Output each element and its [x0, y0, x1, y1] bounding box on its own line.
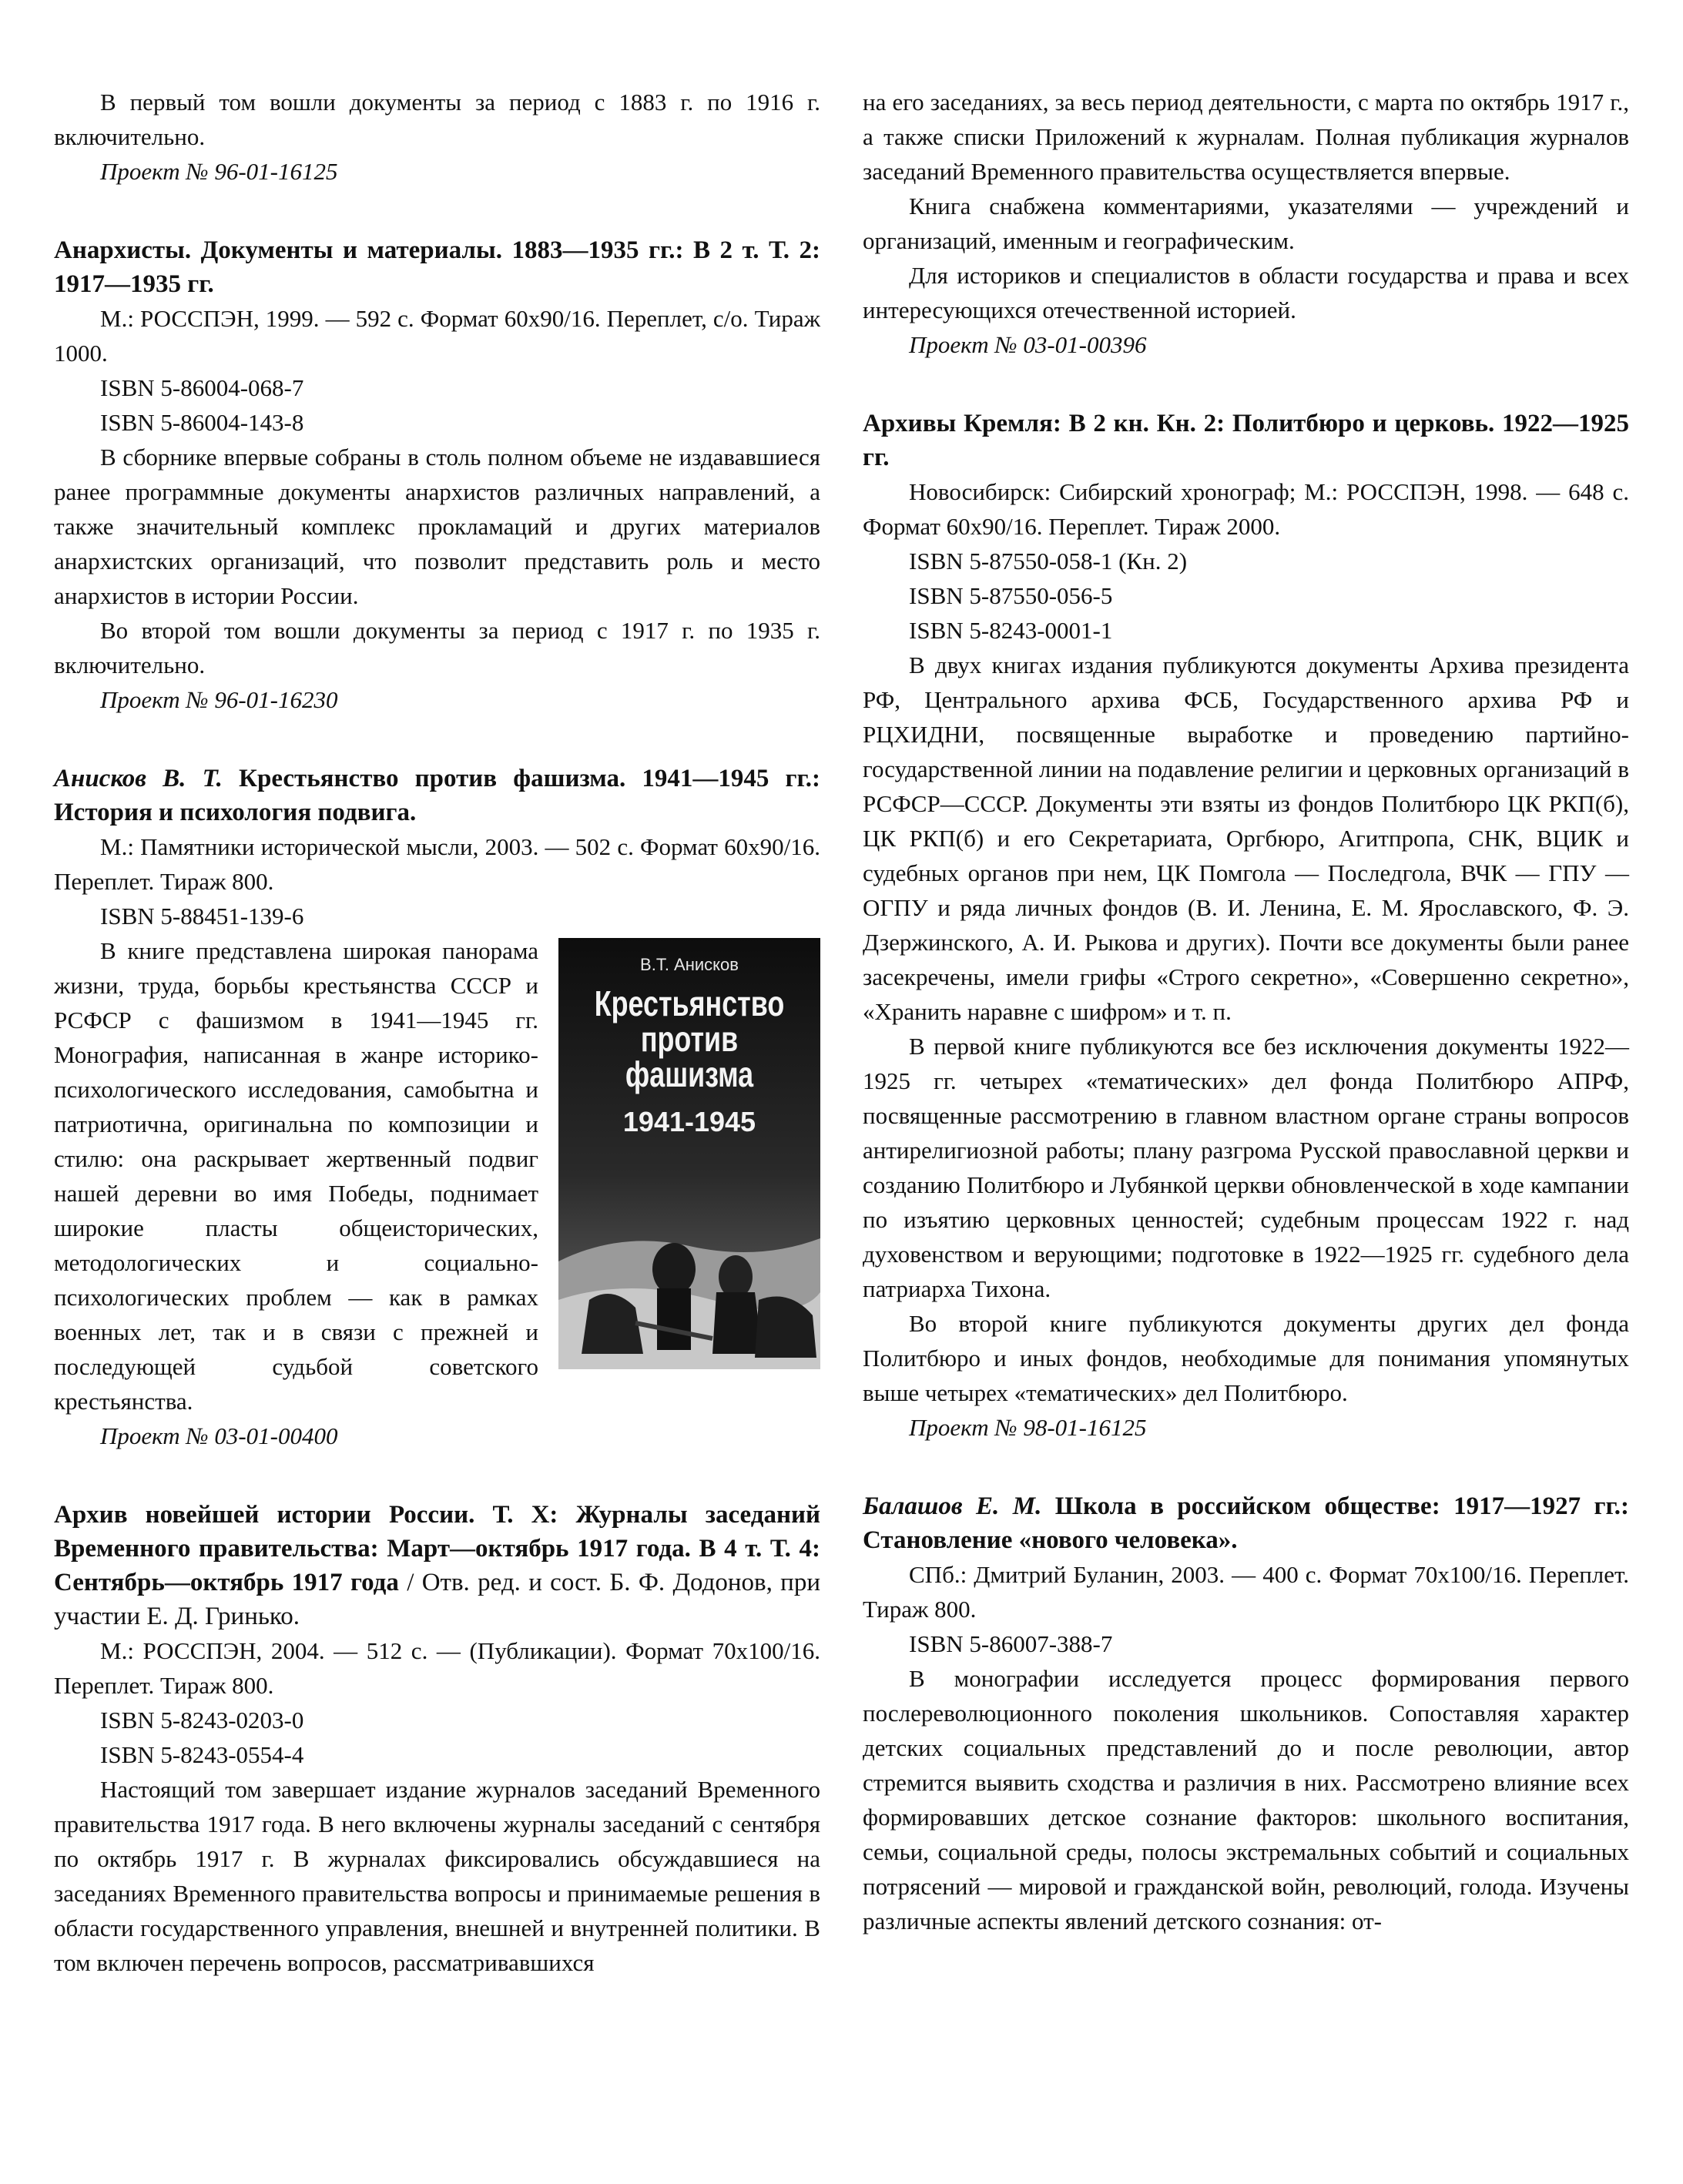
entry-body: В книге представлена широкая панорама жизни, труда, борьбы крестьянства СССР и РСФСР с фашизмом в 1941—1945 гг. Монография, написанная в жанре историко-психологического исследования, самобытна и патриотична, оригинальна по композиции и стилю: она раскрывает жертвенный подвиг нашей деревни во имя Победы, поднимает широкие пласты общеисторических, методологических и социально-психологических проблем — как в рамках военных лет, так и в связи с прежней и последующей судьбой советского крестьянства.: [54, 937, 538, 1415]
entry-title: [863, 1489, 1629, 1557]
entry-title: Архивы Кремля: В 2 кн. Кн. 2: Политбюро и церковь. 1922—1925 гг.: [863, 410, 1629, 471]
project-number: Проект № 03-01-00400: [100, 1422, 338, 1449]
cover-title-line: Крестьянство: [594, 983, 785, 1023]
entry-author: Балашов Е. М.: [863, 1492, 1042, 1520]
entry-balashov: [863, 1489, 1629, 1938]
entry-anarchists: [54, 233, 820, 717]
entry-title-text: Школа в российском обществе: 1917—1927 гг.: Становление «нового человека».: [863, 1492, 1630, 1554]
cover-author: В.Т. Анисков: [640, 955, 739, 974]
entry-imprint: М.: РОССПЭН, 1999. — 592 с. Формат 60х90/16. Переплет, с/о. Тираж 1000.: [54, 305, 820, 367]
entry-isbn: ISBN 5-8243-0554-4: [100, 1741, 304, 1768]
entry-aniskov: [54, 762, 820, 1453]
entry-isbn: ISBN 5-86007-388-7: [909, 1630, 1113, 1657]
book-cover-image: [558, 938, 820, 1369]
project-number: Проект № 96-01-16125: [100, 158, 338, 185]
project-number: Проект № 03-01-00396: [909, 331, 1147, 358]
entry-body: Книга снабжена комментариями, указателями — учреждений и организаций, именным и географическим.: [863, 193, 1629, 254]
entry-archive-newest-history: [54, 1498, 820, 1980]
entry-body: В первой книге публикуются все без исключения документы 1922—1925 гг. четырех «тематических» дел фонда Политбюро АПРФ, посвященные рассмотрению в главном властном органе страны вопросов антирелигиозной работы; плану разгрома Русской православной церкви и созданию Политбюро и Лубянкой церкви обновленческой в ходе кампании по изъятию церковных ценностей; судебным процессам 1922 г. над духовенством и верующими; подготовке в 1922—1925 гг. судебного дела патриарха Тихона.: [863, 1033, 1629, 1302]
entry-body: В первый том вошли документы за период с 1883 г. по 1916 г. включительно.: [54, 89, 820, 150]
left-column: [54, 85, 820, 2025]
entry-author: Анисков В. Т.: [54, 765, 223, 792]
cover-title: [587, 983, 791, 1094]
entry-title-text: Архив новейшей истории России. Т. X: Журналы заседаний Временного правительства: Март—октябрь 1917 года. В 4 т. Т. 4: Сентябрь—октябрь 1917 года: [54, 1501, 820, 1596]
entry-body: В сборнике впервые собраны в столь полном объеме не издававшиеся ранее программные документы анархистов различных направлений, а также значительный комплекс прокламаций и других материалов анархистских организаций, что позволит представить роль и место анархистов в истории России.: [54, 444, 820, 609]
entry-isbn: ISBN 5-88451-139-6: [100, 903, 304, 930]
entry-kremlin-archives: [863, 407, 1629, 1445]
cover-title-line: фашизма: [625, 1054, 754, 1094]
entry-continuation: [54, 85, 820, 189]
entry-body: Во второй том вошли документы за период с 1917 г. по 1935 г. включительно.: [54, 617, 820, 678]
entry-isbn: ISBN 5-86004-143-8: [100, 409, 304, 436]
entry-title: [54, 1498, 820, 1633]
cover-years: 1941-1945: [622, 1106, 756, 1137]
entry-isbn: ISBN 5-8243-0001-1: [909, 617, 1113, 644]
entry-body: В двух книгах издания публикуются документы Архива президента РФ, Центрального архива ФСБ, Государственного архива РФ и РЦХИДНИ, посвященные выработке и проведению партийно-государственной линии на подавление религии и церковных организаций в РСФСР—СССР. Документы эти взяты из фондов Политбюро ЦК РКП(б), ЦК РКП(б) и его Секретариата, Оргбюро, Агитпропа, СНК, ВЦИК и судебных органов при нем, ЦК Помгола — Последгола, ВЧК — ГПУ — ОГПУ и ряда личных фондов (В. И. Ленина, Е. М. Ярославского, Ф. Э. Дзержинского, А. И. Рыкова и других). Почти все документы были ранее засекречены, имели грифы «Строго секретно», «Совершенно секретно», «Хранить наравне с шифром» и т. п.: [863, 652, 1629, 1025]
entry-title-text: Крестьянство против фашизма. 1941—1945 гг.: История и психология подвига.: [54, 765, 820, 826]
entry-body: на его заседаниях, за весь период деятельности, с марта по октябрь 1917 г., а также списки Приложений к журналам. Полная публикация журналов заседаний Временного правительства осуществляется впервые.: [863, 89, 1629, 185]
entry-body: В монографии исследуется процесс формирования первого послереволюционного поколения школьников. Сопоставляя характер детских социальных представлений до и после революции, автор стремится выявить сходства и различия в них. Рассмотрено влияние всех формировавших детское сознание факторов: школьного воспитания, семьи, социальной среды, полосы экстремальных событий и социальных потрясений — мировой и гражданской войн, революций, голода. Изучены различные аспекты явлений детского сознания: от-: [863, 1665, 1629, 1934]
entry-isbn: ISBN 5-87550-058-1 (Кн. 2): [909, 548, 1188, 574]
entry-continuation: [863, 85, 1629, 362]
entry-imprint: М.: РОССПЭН, 2004. — 512 с. — (Публикации). Формат 70х100/16. Переплет. Тираж 800.: [54, 1637, 820, 1699]
entry-body: Для историков и специалистов в области государства и права и всех интересующихся отечественной историей.: [863, 262, 1629, 323]
entry-responsibility: / Отв. ред. и сост. Б. Ф. Додонов, при участии Е. Д. Гринько.: [54, 1569, 821, 1630]
project-number: Проект № 98-01-16125: [909, 1414, 1147, 1441]
cover-title-line: против: [640, 1019, 739, 1059]
entry-isbn: ISBN 5-86004-068-7: [100, 374, 304, 401]
entry-imprint: СПб.: Дмитрий Буланин, 2003. — 400 с. Формат 70х100/16. Переплет. Тираж 800.: [863, 1561, 1629, 1623]
entry-body: Во второй книге публикуются документы других дел фонда Политбюро и иных фондов, необходимые для понимания упомянутых выше четырех «тематических» дел Политбюро.: [863, 1310, 1629, 1406]
entry-title: Анархисты. Документы и материалы. 1883—1935 гг.: В 2 т. Т. 2: 1917—1935 гг.: [54, 236, 820, 298]
entry-isbn: ISBN 5-8243-0203-0: [100, 1707, 304, 1733]
entry-title: [54, 762, 820, 829]
right-column: [863, 85, 1629, 1983]
entry-imprint: Новосибирск: Сибирский хронограф; М.: РОССПЭН, 1998. — 648 с. Формат 60х90/16. Переплет. Тираж 2000.: [863, 478, 1629, 540]
project-number: Проект № 96-01-16230: [100, 686, 338, 713]
entry-isbn: ISBN 5-87550-056-5: [909, 582, 1113, 609]
entry-body: Настоящий том завершает издание журналов заседаний Временного правительства 1917 года. В него включены журналы заседаний с сентября по октябрь 1917 г. В журналах фиксировались обсуждавшиеся на заседаниях Временного правительства вопросы и принимаемые решения в области государственного управления, внешней и внутренней политики. В том включен перечень вопросов, рассматривавшихся: [54, 1776, 820, 1976]
entry-imprint: М.: Памятники исторической мысли, 2003. — 502 с. Формат 60х90/16. Переплет. Тираж 800.: [54, 833, 820, 895]
